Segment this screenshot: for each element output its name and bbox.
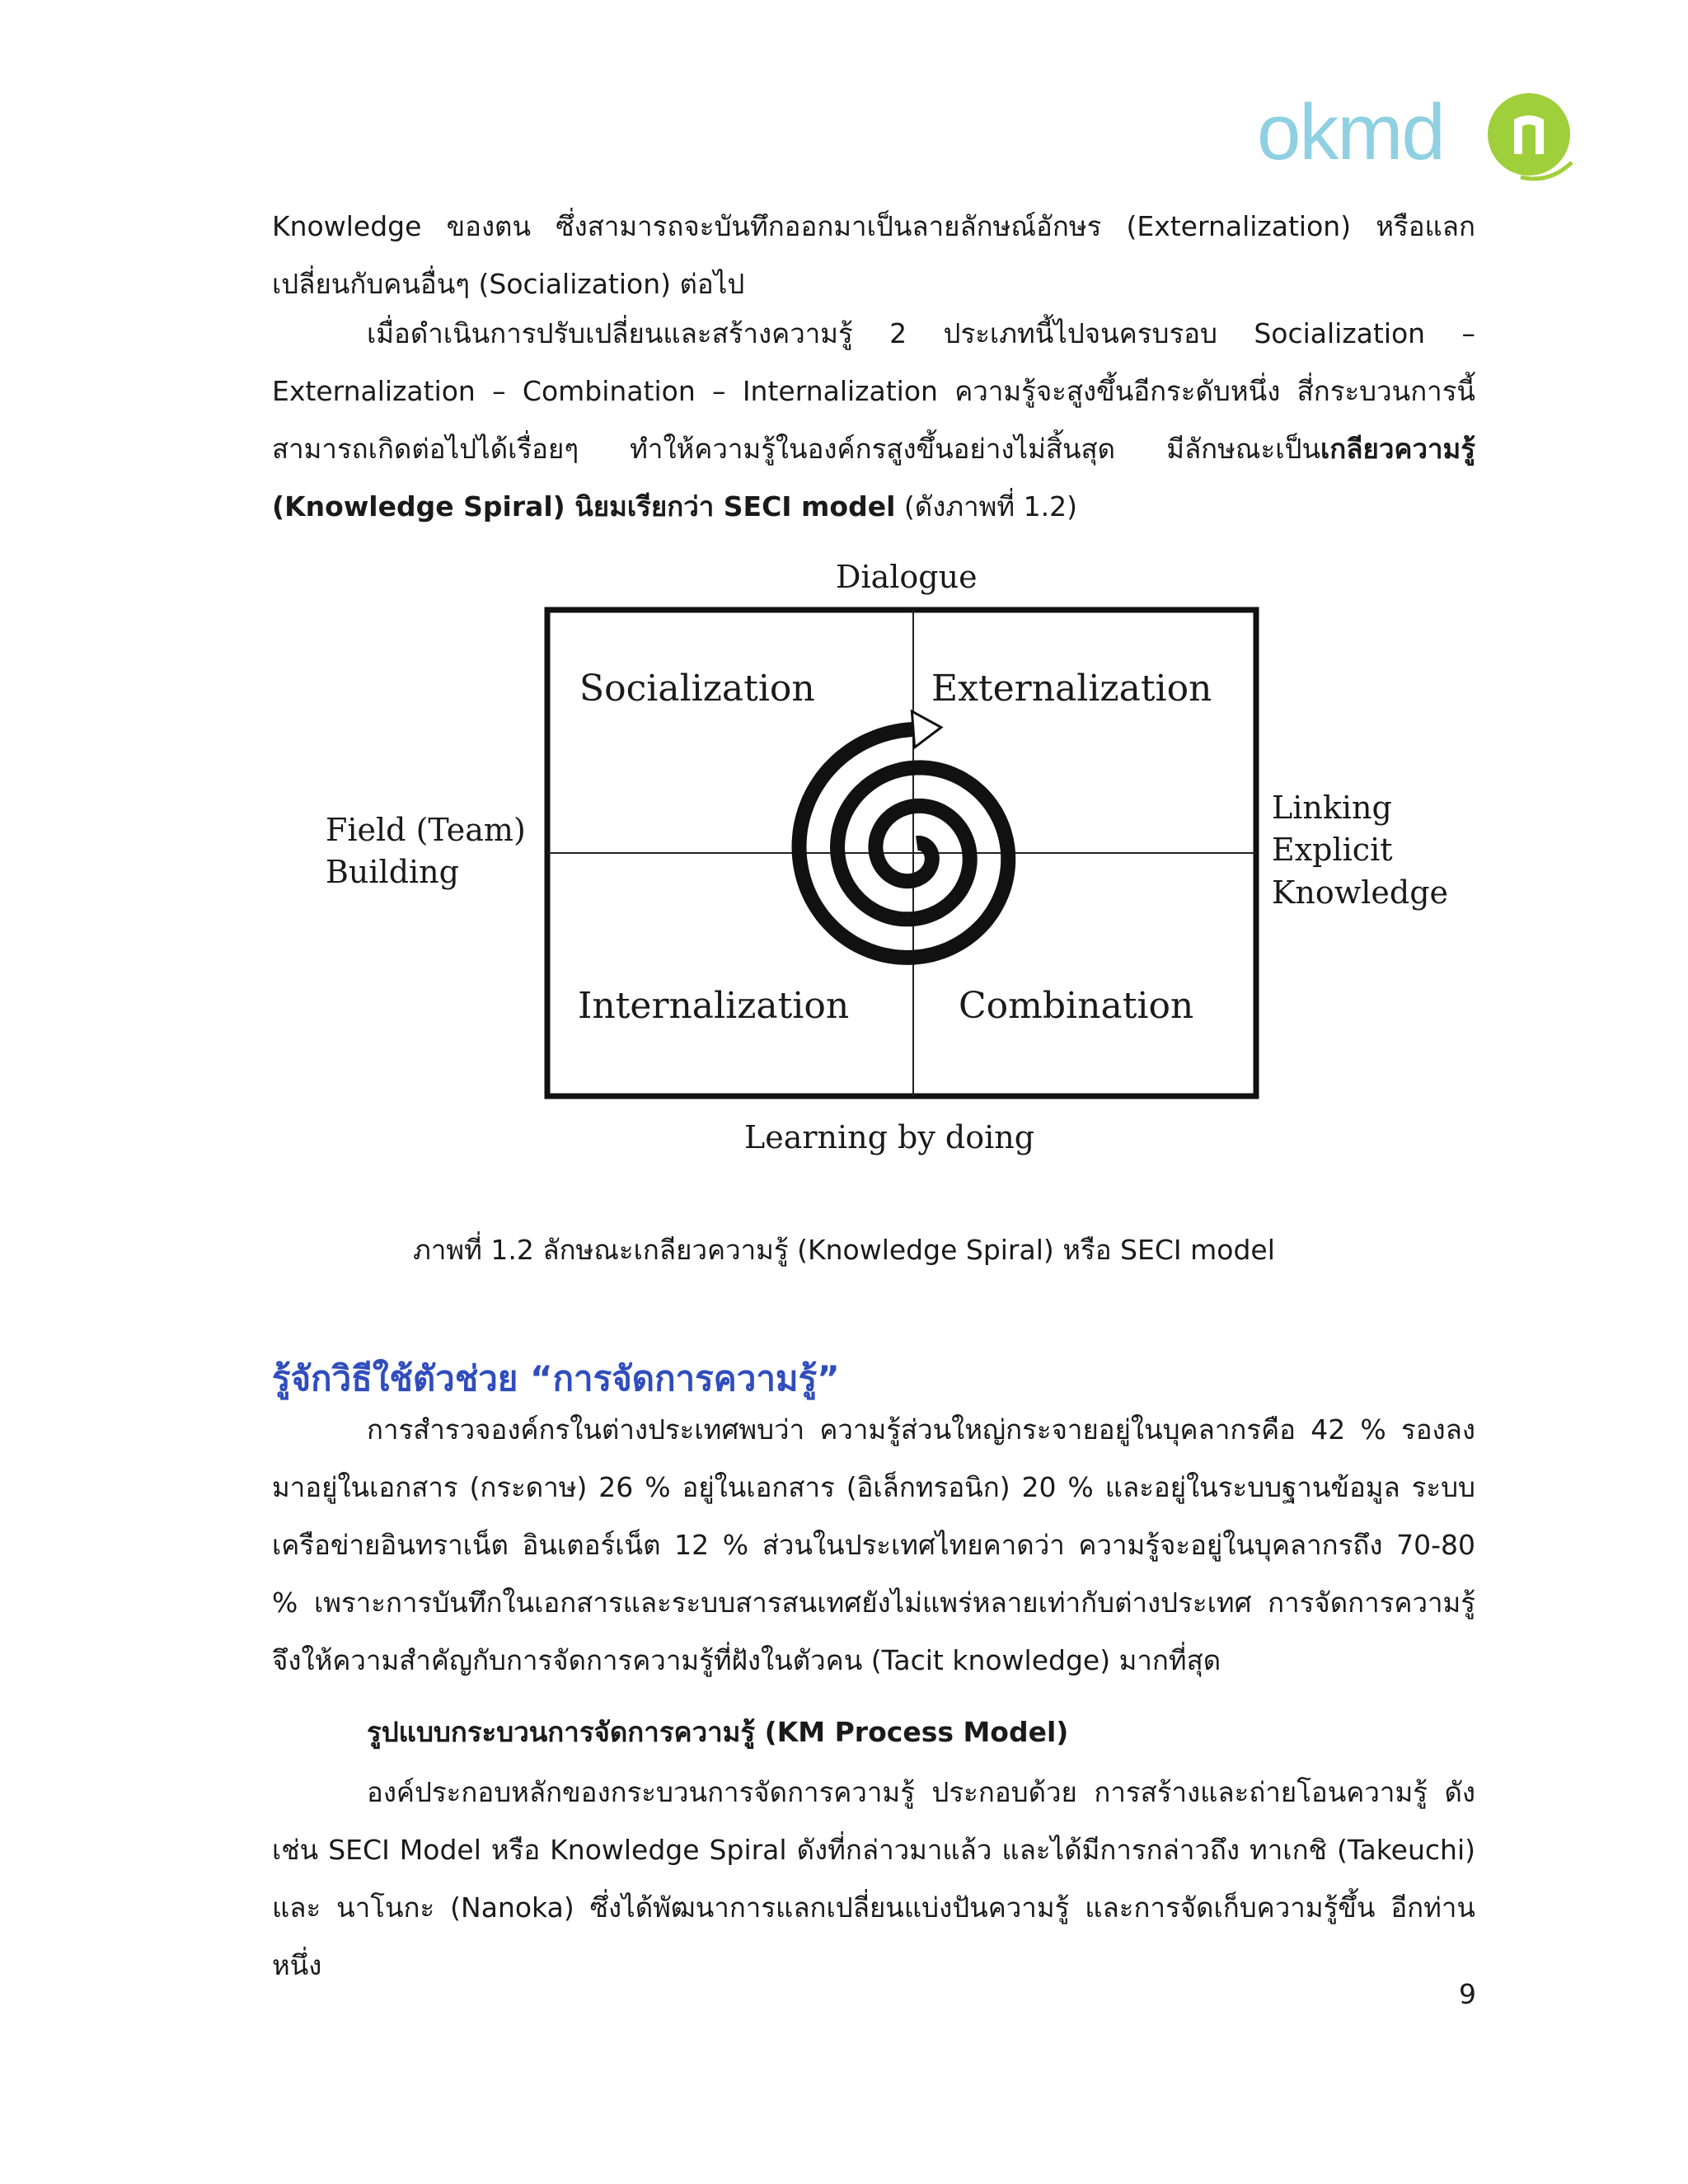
logo-badge-icon [1479,87,1582,190]
label-linking-line-1: Linking [1272,790,1392,826]
quadrant-internalization: Internalization [578,985,850,1027]
label-linking-line-3: Knowledge [1272,874,1449,911]
okmd-logo [1257,87,1587,194]
subsection-heading: รูปแบบกระบวนการจัดการความรู้ (KM Process Model) [367,1716,1069,1748]
seci-model-figure [313,552,1467,1179]
page-number: 9 [1459,1978,1476,2010]
section-heading: รู้จักวิธีใช้ตัวช่วย “การจัดการความรู้” [272,1358,840,1399]
label-dialogue: Dialogue [836,559,978,595]
paragraph-3: การสำรวจองค์กรในต่างประเทศพบว่า ความรู้ส่วนใหญ่กระจายอยู่ในบุคลากรคือ 42 % รองลงมาอยู่ในเอกสาร (กระดาษ) 26 % อยู่ในเอกสาร (อิเล็กทรอนิก) 20 % และอยู่ในระบบฐานข้อมูล ระบบเครือข่ายอินทราเน็ต อินเตอร์เน็ต 12 % ส่วนในประเทศไทยคาดว่า ความรู้จะอยู่ในบุคลากรถึง 70-80 % เพราะการบันทึกในเอกสารและระบบสารสนเทศยังไม่แพร่หลายเท่ากับต่างประเทศ การจัดการความรู้จึงให้ความสำคัญกับการจัดการความรู้ที่ฝังในตัวคน (Tacit knowledge) มากที่สุด [272,1413,1475,1676]
paragraph-2-end: (ดังภาพที่ 1.2) [895,490,1077,523]
label-linking-line-2: Explicit [1272,832,1393,869]
paragraph-2-bold: เกลียวความรู้ (Knowledge Spiral) นิยมเรียกว่า SECI model [272,433,1475,523]
spiral-arrowhead-icon [912,711,941,748]
quadrant-externalization: Externalization [931,668,1212,710]
label-learning-by-doing: Learning by doing [744,1119,1035,1155]
knowledge-spiral-icon [799,729,1009,958]
label-field-line-2: Building [326,854,459,891]
paragraph-1: Knowledge ของตน ซึ่งสามารถจะบันทึกออกมาเป็นลายลักษณ์อักษร (Externalization) หรือแลกเปลี่ยนกับคนอื่นๆ (Socialization) ต่อไป [272,210,1475,300]
quadrant-combination: Combination [959,985,1194,1027]
paragraph-4: องค์ประกอบหลักของกระบวนการจัดการความรู้ ประกอบด้วย การสร้างและถ่ายโอนความรู้ ดังเช่น SECI Model หรือ Knowledge Spiral ดังที่กล่าวมาแล้ว และได้มีการกล่าวถึง ทาเกชิ (Takeuchi) และ นาโนกะ (Nanoka) ซึ่งได้พัฒนาการแลกเปลี่ยนแบ่งปันความรู้ และการจัดเก็บความรู้ขึ้น อีกท่านหนึ่ง [272,1776,1475,1981]
paragraph-2-text: เมื่อดำเนินการปรับเปลี่ยนและสร้างความรู้ 2 ประเภทนี้ไปจนครบรอบ Socialization – Externalization – Combination – Internalization ความรู้จะสูงขึ้นอีกระดับหนึ่ง สี่กระบวนการนี้สามารถเกิดต่อไปได้เรื่อยๆ ทำให้ความรู้ในองค์กรสูงขึ้นอย่างไม่สิ้นสุด มีลักษณะเป็น [272,317,1475,465]
label-field-line-1: Field (Team) [326,812,526,848]
label-field-building [326,809,526,894]
logo-wordmark: okmd [1257,88,1444,176]
quadrant-socialization: Socialization [579,668,815,710]
figure-caption: ภาพที่ 1.2 ลักษณะเกลียวความรู้ (Knowledge Spiral) หรือ SECI model [413,1234,1275,1266]
paragraph-2 [272,305,1475,536]
label-linking-explicit-knowledge [1272,787,1448,914]
